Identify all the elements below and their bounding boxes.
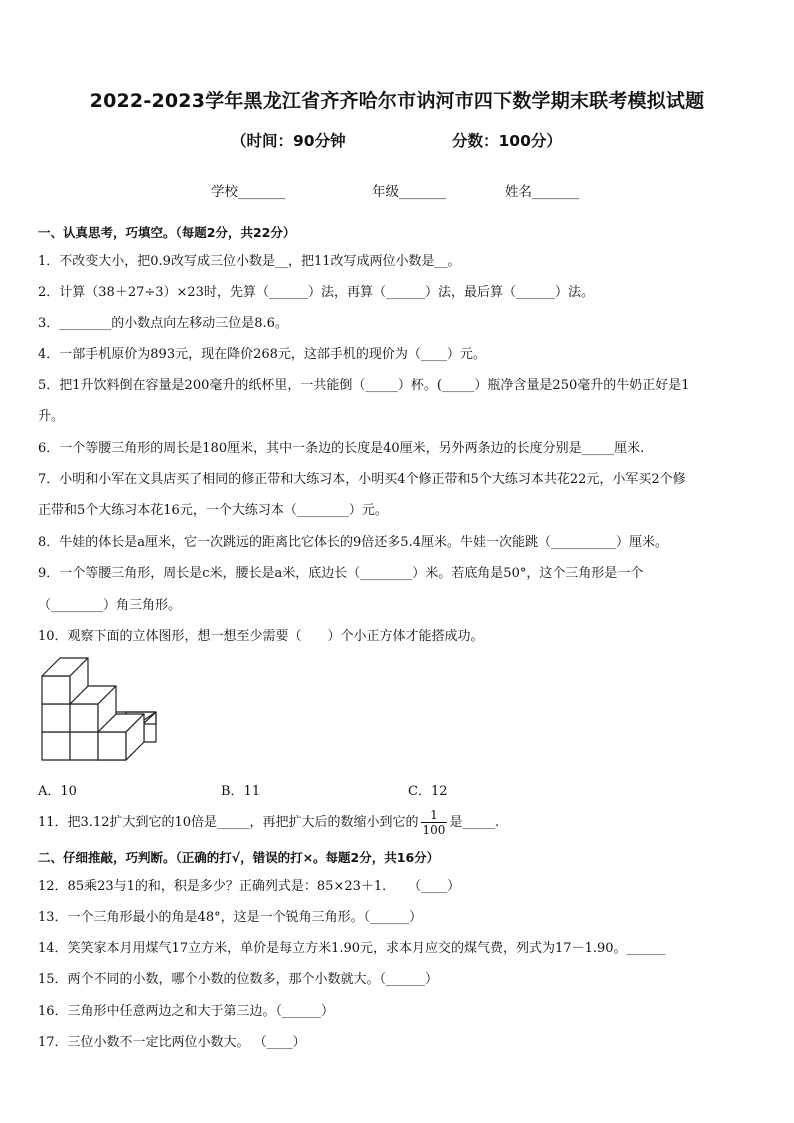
question-11-text-before: 11．把3.12扩大到它的10倍是_____，再把扩大后的数缩小到它的 [38,815,419,830]
question-11-text-after: 是_____. [449,815,500,830]
question-15: 15．两个不同的小数，哪个小数的位数多，那个小数就大。（______） [38,972,439,987]
question-7-line-2: 正带和5个大练习本花16元，一个大练习本（________）元。 [38,503,388,518]
question-12: 12．85乘23与1的和，积是多少？正确列式是：85×23＋1． （____） [38,879,461,894]
question-5-line-2: 升。 [38,409,65,424]
exam-score: 分数：100分） [452,132,562,150]
question-9-line-2: （________）角三角形。 [38,598,182,613]
fraction-numerator: 1 [421,808,448,823]
page-title: 2022-2023学年黑龙江省齐齐哈尔市讷河市四下数学期末联考模拟试题 [89,90,705,112]
option-c: C．12 [408,784,448,799]
cube-stack-figure [40,656,160,764]
question-14: 14．笑笑家本月用煤气17立方米，单价是每立方米1.90元，求本月应交的煤气费，列式为17－1.90。______ [38,941,666,956]
question-3: 3．________的小数点向左移动三位是8.6。 [38,316,288,331]
question-8: 8．牛娃的体长是a厘米，它一次跳远的距离比它体长的9倍还多5.4厘米。牛娃一次能跳（__________）厘米。 [38,535,668,550]
fraction-denominator: 100 [422,823,446,837]
school-field: 学校_______ [211,184,286,200]
option-b: B．11 [221,784,261,799]
name-field: 姓名_______ [505,184,580,200]
question-10: 10．观察下面的立体图形，想一想至少需要（ ）个小正方体才能搭成功。 [38,629,484,644]
question-17: 17．三位小数不一定比两位小数大。 （____） [38,1035,306,1050]
question-16: 16．三角形中任意两边之和大于第三边。（______） [38,1004,335,1019]
section-2-heading: 二、仔细推敲，巧判断。（正确的打√，错误的打×。每题2分，共16分） [38,850,440,865]
question-6: 6．一个等腰三角形的周长是180厘米，其中一条边的长度是40厘米，另外两条边的长度分别是_____厘米. [38,441,645,456]
question-11 [38,808,499,837]
fraction-one-hundredth [421,808,448,837]
question-2: 2．计算（38＋27÷3）×23时，先算（______）法，再算（______）法，最后算（______）法。 [38,285,594,300]
question-1: 1．不改变大小，把0.9改写成三位小数是__，把11改写成两位小数是__。 [38,254,461,269]
question-7-line-1: 7．小明和小军在文具店买了相同的修正带和大练习本，小明买4个修正带和5个大练习本共花22元，小军买2个修 [38,472,686,487]
exam-time: （时间：90分钟 [231,132,346,150]
question-5-line-1: 5．把1升饮料倒在容量是200毫升的纸杯里，一共能倒（_____）杯。(_____）瓶净含量是250毫升的牛奶正好是1 [38,378,690,393]
section-1-heading: 一、认真思考，巧填空。（每题2分，共22分） [38,225,296,240]
question-13: 13．一个三角形最小的角是48°，这是一个锐角三角形。（______） [38,910,423,925]
question-4: 4．一部手机原价为893元，现在降价268元，这部手机的现价为（____）元。 [38,347,486,362]
question-9-line-1: 9．一个等腰三角形，周长是c米，腰长是a米，底边长（________）米。若底角是50°，这个三角形是一个 [38,566,644,581]
option-a: A．10 [38,784,77,799]
grade-field: 年级_______ [372,184,447,200]
